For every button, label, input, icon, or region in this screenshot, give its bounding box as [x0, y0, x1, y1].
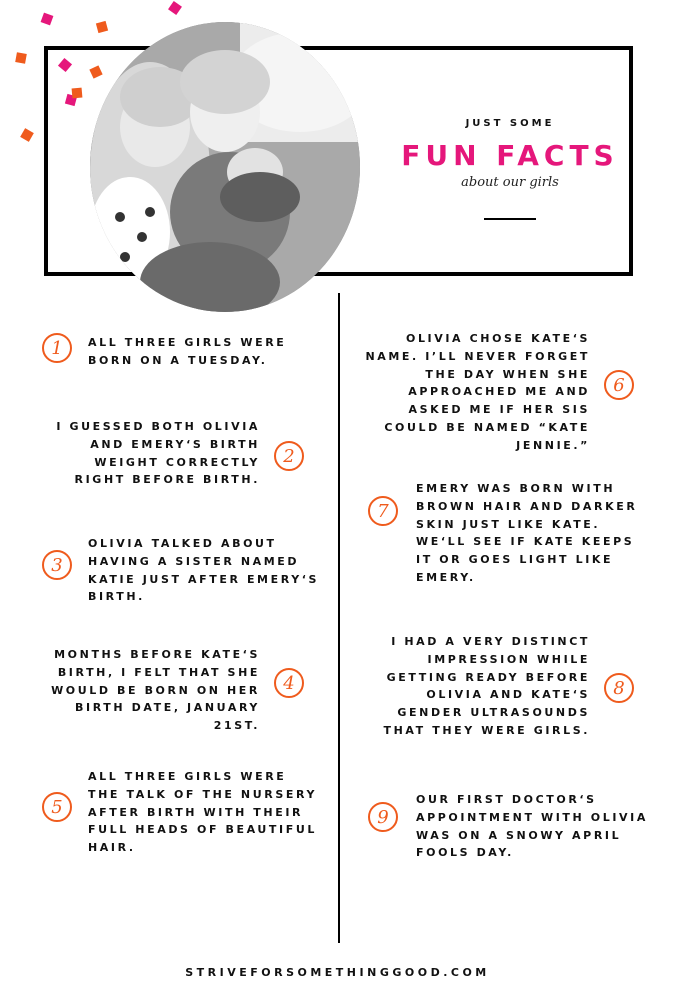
fact-number-1: 1: [42, 333, 72, 363]
confetti-piece: [41, 13, 54, 26]
page-title: FUN FACTS: [401, 139, 619, 172]
fact-text-7: EMERY WAS BORN WITH BROWN HAIR AND DARKER SKIN JUST LIKE KATE. WE‘LL SEE IF KATE KEEPS IT OR GOES LIGHT LIKE EMERY.: [416, 482, 638, 584]
fact-text-1: ALL THREE GIRLS WERE BORN ON A TUESDAY.: [88, 336, 287, 367]
confetti-piece: [96, 21, 108, 33]
fact-number-9: 9: [368, 802, 398, 832]
fact-number-5: 5: [42, 792, 72, 822]
fact-text-8: I HAD A VERY DISTINCT IMPRESSION WHILE GETTING READY BEFORE OLIVIA AND KATE‘S GENDER ULTRASOUNDS THAT THEY WERE GIRLS.: [383, 635, 590, 737]
fact-text-3: OLIVIA TALKED ABOUT HAVING A SISTER NAMED KATIE JUST AFTER EMERY‘S BIRTH.: [88, 537, 320, 604]
fact-number-8: 8: [604, 673, 634, 703]
title-underline: [484, 218, 536, 220]
confetti-piece: [168, 1, 182, 15]
fact-text-9: OUR FIRST DOCTOR‘S APPOINTMENT WITH OLIVIA WAS ON A SNOWY APRIL FOOLS DAY.: [416, 793, 648, 860]
fact-number-7: 7: [368, 496, 398, 526]
fact-text-4: MONTHS BEFORE KATE‘S BIRTH, I FELT THAT SHE WOULD BE BORN ON HER BIRTH DATE, JANUARY 21ST.: [51, 648, 260, 733]
fact-text-2: I GUESSED BOTH OLIVIA AND EMERY‘S BIRTH WEIGHT CORRECTLY RIGHT BEFORE BIRTH.: [56, 420, 260, 487]
fact-text-6: OLIVIA CHOSE KATE‘S NAME. I’LL NEVER FORGET THE DAY WHEN SHE APPROACHED ME AND ASKED ME IF HER SIS COULD BE NAMED “KATE JENNIE.”: [365, 332, 590, 452]
fact-number-2: 2: [274, 441, 304, 471]
header-title-block: [385, 118, 635, 220]
page-subtitle: about our girls: [461, 175, 559, 190]
confetti-piece: [20, 128, 34, 142]
fact-number-4: 4: [274, 668, 304, 698]
confetti-piece: [15, 52, 27, 64]
column-divider: [338, 293, 340, 943]
fact-text-5: ALL THREE GIRLS WERE THE TALK OF THE NURSERY AFTER BIRTH WITH THEIR FULL HEADS OF BEAUTIFUL HAIR.: [88, 770, 318, 855]
fact-number-3: 3: [42, 550, 72, 580]
header-kicker: JUST SOME: [465, 118, 555, 129]
photo-illustration: [90, 22, 360, 312]
footer-site-link[interactable]: STRIVEFORSOMETHINGGOOD.COM: [185, 966, 490, 979]
family-photo: [90, 22, 360, 312]
fact-number-6: 6: [604, 370, 634, 400]
